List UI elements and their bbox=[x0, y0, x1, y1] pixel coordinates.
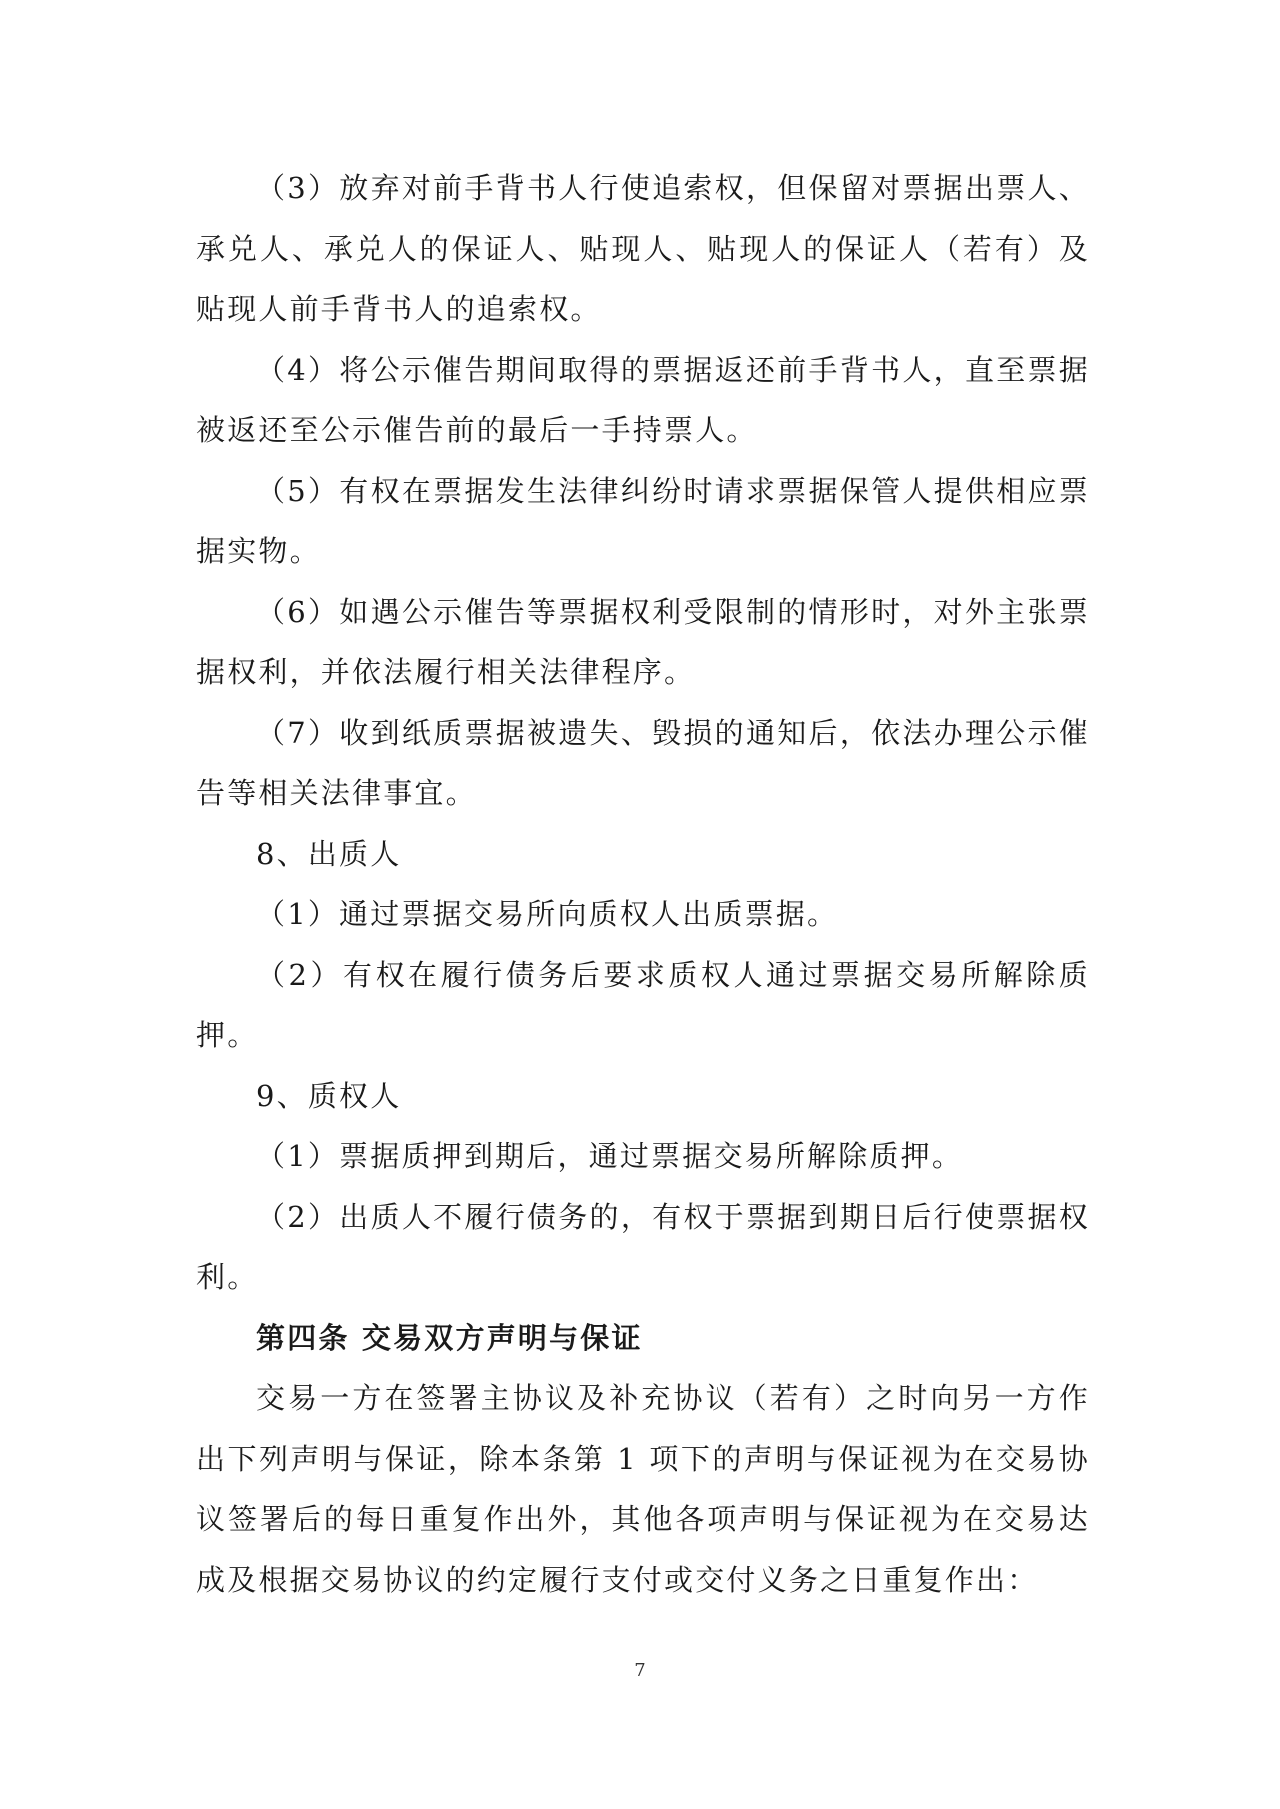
paragraph-item-5: （5）有权在票据发生法律纠纷时请求票据保管人提供相应票据实物。 bbox=[196, 473, 1090, 568]
page-number: 7 bbox=[634, 1660, 646, 1681]
pledgee-item-1: （1）票据质押到期后，通过票据交易所解除质押。 bbox=[256, 1139, 964, 1173]
paragraph-item-6: （6）如遇公示催告等票据权利受限制的情形时，对外主张票据权利，并依法履行相关法律程序。 bbox=[196, 594, 1090, 689]
section-heading-pledgor: 8、出质人 bbox=[256, 836, 402, 871]
section-heading-pledgee: 9、质权人 bbox=[256, 1078, 402, 1113]
pledgor-item-2: （2）有权在履行债务后要求质权人通过票据交易所解除质押。 bbox=[196, 957, 1090, 1052]
document-body bbox=[196, 158, 1090, 1610]
paragraph-item-4: （4）将公示催告期间取得的票据返还前手背书人，直至票据被返还至公示催告前的最后一手持票人。 bbox=[196, 352, 1090, 447]
paragraph-item-3: （3）放弃对前手背书人行使追索权，但保留对票据出票人、承兑人、承兑人的保证人、贴现人、贴现人的保证人（若有）及贴现人前手背书人的追索权。 bbox=[196, 171, 1090, 326]
paragraph-item-7: （7）收到纸质票据被遗失、毁损的通知后，依法办理公示催告等相关法律事宜。 bbox=[196, 715, 1090, 810]
article-body: 交易一方在签署主协议及补充协议（若有）之时向另一方作出下列声明与保证，除本条第 1 项下的声明与保证视为在交易协议签署后的每日重复作出外，其他各项声明与保证视为在交易达成及根据交易协议的约定履行支付或交付义务之日重复作出： bbox=[196, 1381, 1090, 1597]
pledgor-item-1: （1）通过票据交易所向质权人出质票据。 bbox=[256, 897, 839, 931]
pledgee-item-2: （2）出质人不履行债务的，有权于票据到期日后行使票据权利。 bbox=[196, 1199, 1090, 1294]
article-heading: 第四条 交易双方声明与保证 bbox=[256, 1320, 643, 1355]
